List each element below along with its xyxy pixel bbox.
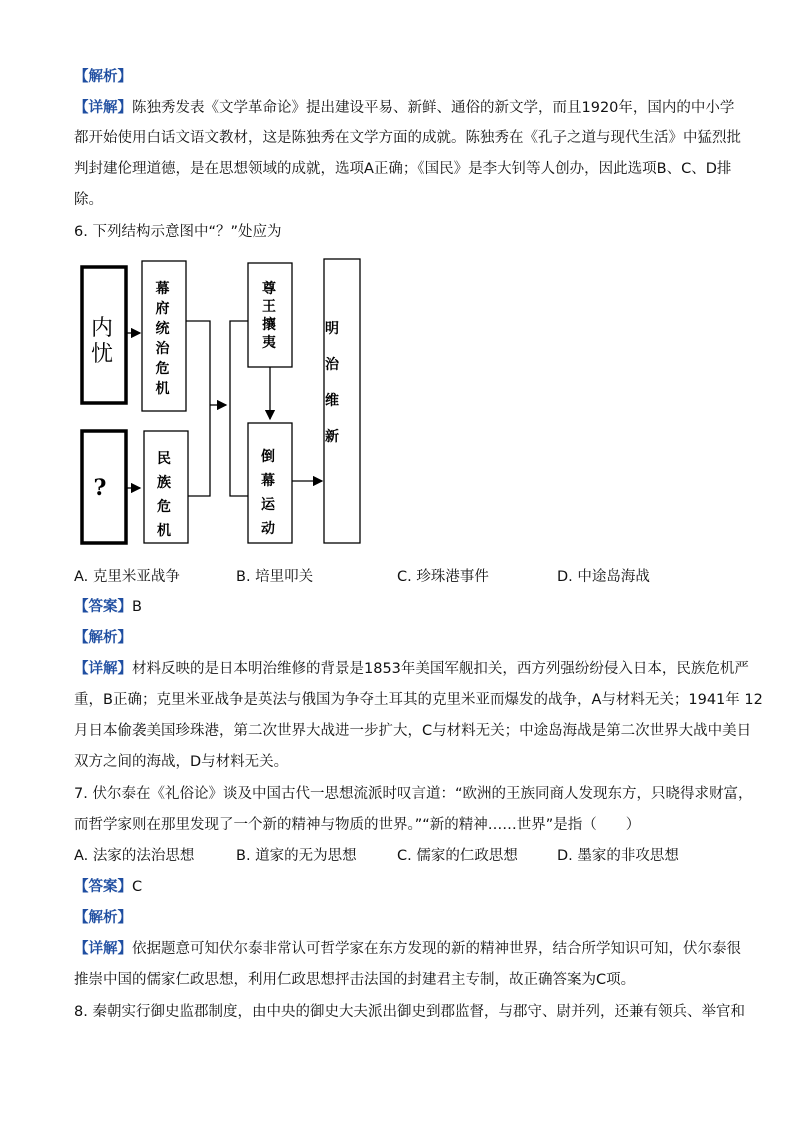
detail-line: 都开始使用白话文语文教材，这是陈独秀在文学方面的成就。陈独秀在《孔子之道与现代生活》中猛烈批 — [74, 130, 741, 146]
q7-answer — [74, 877, 142, 897]
answer-value: C — [132, 879, 143, 895]
jiexi-label: 【解析】 — [74, 630, 132, 646]
detail-label: 【详解】 — [74, 661, 132, 677]
question-7-stem: 而哲学家则在那里发现了一个新的精神与物质的世界。”“新的精神……世界”是指（ ） — [74, 817, 641, 833]
detail-line: 【详解】依据题意可知伏尔泰非常认可哲学家在东方发现的新的精神世界，结合所学知识可知，伏尔泰很 — [74, 941, 741, 957]
jiexi-label: 【解析】 — [74, 910, 132, 926]
connector — [230, 321, 248, 496]
detail-line: 推崇中国的儒家仁政思想，利用仁政思想抨击法国的封建君主专制，故正确答案为C项。 — [74, 972, 636, 988]
connector — [186, 321, 210, 496]
detail-label: 【详解】 — [74, 941, 132, 957]
detail-line: 双方之间的海战，D与材料无关。 — [74, 754, 289, 770]
structure-diagram — [76, 255, 376, 550]
q7-option-a: A. 法家的法治思想 — [74, 848, 195, 864]
q6-option-b: B. 培里叩关 — [236, 569, 314, 585]
answer-value: B — [132, 599, 142, 615]
answer-label: 【答案】 — [74, 879, 132, 895]
diagram-daomu: 倒幕运动 — [261, 449, 279, 537]
detail-line: 【详解】陈独秀发表《文学革命论》提出建设平易、新鲜、通俗的新文学，而且1920年，国内的中小学 — [74, 100, 735, 116]
detail-line: 重，B正确；克里米亚战争是英法与俄国为争夺土耳其的克里米亚而爆发的战争，A与材料无关；1941年 12 — [74, 692, 763, 708]
q6-answer — [74, 597, 142, 617]
q6-option-a: A. 克里米亚战争 — [74, 569, 180, 585]
diagram-meiji: 明治维新 — [325, 321, 359, 445]
question-8-stem: 8. 秦朝实行御史监郡制度，由中央的御史大夫派出御史到郡监督，与郡守、尉并列，还兼有领兵、举官和 — [74, 1004, 745, 1020]
diagram-neiyou: 内忧 — [90, 316, 118, 367]
q6-option-d: D. 中途岛海战 — [557, 569, 650, 585]
jiexi-label: 【解析】 — [74, 69, 132, 85]
diagram-question: ? — [93, 475, 107, 501]
diagram-mufu: 幕府统治危机 — [155, 281, 173, 397]
box-zunwang — [248, 263, 292, 367]
question-7-stem: 7. 伏尔泰在《礼俗论》谈及中国古代一思想流派时叹言道：“欧洲的王族同商人发现东方，只晓得求财富， — [74, 786, 753, 802]
detail-line: 除。 — [74, 192, 103, 208]
q7-option-b: B. 道家的无为思想 — [236, 848, 357, 864]
diagram-minzu: 民族危机 — [157, 451, 175, 539]
detail-line: 月日本偷袭美国珍珠港，第二次世界大战进一步扩大，C与材料无关；中途岛海战是第二次世界大战中美日 — [74, 723, 752, 739]
q6-option-c: C. 珍珠港事件 — [397, 569, 489, 585]
detail-line: 判封建伦理道德，是在思想领域的成就，选项A正确；《国民》是李大钊等人创办，因此选项B、C、D排 — [74, 161, 732, 177]
q7-option-c: C. 儒家的仁政思想 — [397, 848, 518, 864]
answer-label: 【答案】 — [74, 599, 132, 615]
detail-label: 【详解】 — [74, 100, 132, 116]
detail-line: 【详解】材料反映的是日本明治维修的背景是1853年美国军舰扣关，西方列强纷纷侵入日本，民族危机严 — [74, 661, 749, 677]
question-6-stem: 6. 下列结构示意图中“？”处应为 — [74, 224, 282, 240]
q7-option-d: D. 墨家的非攻思想 — [557, 848, 679, 864]
diagram-zunwang: 尊王攘夷 — [262, 281, 278, 351]
